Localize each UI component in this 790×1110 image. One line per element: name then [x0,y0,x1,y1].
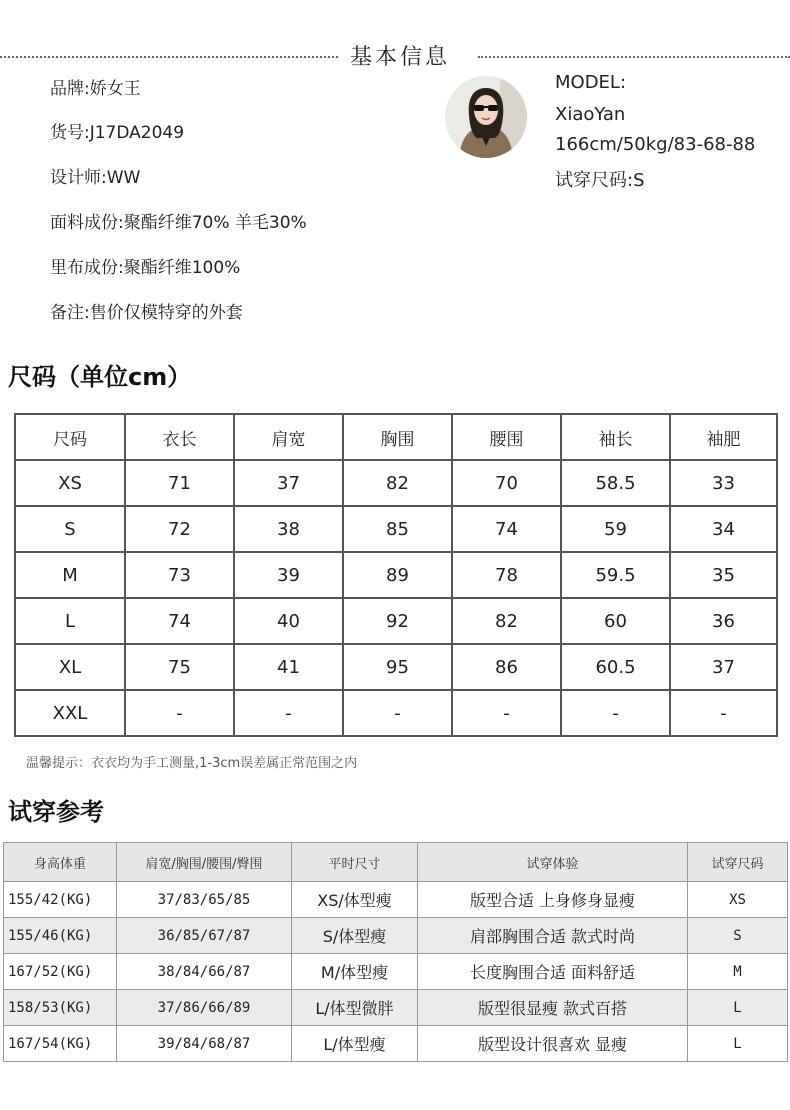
size-table-row [15,460,777,506]
try-cell: 39/84/68/87 [117,1026,292,1062]
try-cell: M [688,954,788,990]
model-size: 试穿尺码:S [555,170,645,191]
size-cell: 86 [452,644,561,690]
try-cell: L/体型微胖 [292,990,418,1026]
size-cell: 89 [343,552,452,598]
size-cell: 75 [125,644,234,690]
size-table-row [15,644,777,690]
try-cell: 155/46(KG) [4,918,117,954]
try-on-row [4,990,788,1026]
size-cell: - [561,690,670,736]
size-cell: 35 [670,552,777,598]
size-cell: 73 [125,552,234,598]
note-text: 备注:售价仅模特穿的外套 [50,303,243,323]
size-cell: 41 [234,644,343,690]
measurement-tip: 温馨提示：衣衣均为手工测量,1-3cm误差属正常范围之内 [26,756,358,771]
model-name: XiaoYan [555,104,626,125]
try-cell: 167/54(KG) [4,1026,117,1062]
size-cell: 60.5 [561,644,670,690]
try-on-row [4,918,788,954]
size-table-row [15,690,777,736]
size-header-cell: 尺码 [15,414,125,460]
size-header-cell: 袖肥 [670,414,777,460]
size-cell: - [234,690,343,736]
size-cell: 33 [670,460,777,506]
size-header-cell: 胸围 [343,414,452,460]
try-cell: 155/42(KG) [4,882,117,918]
try-header-cell: 试穿体验 [418,843,688,882]
try-header-cell: 试穿尺码 [688,843,788,882]
try-cell: 版型合适 上身修身显瘦 [418,882,688,918]
try-cell: 肩部胸围合适 款式时尚 [418,918,688,954]
size-header-cell: 腰围 [452,414,561,460]
try-header-cell: 平时尺寸 [292,843,418,882]
size-cell: 34 [670,506,777,552]
size-cell: - [125,690,234,736]
designer-text: 设计师:WW [50,168,141,188]
size-table-row [15,598,777,644]
size-cell: XL [15,644,125,690]
try-cell: L/体型瘦 [292,1026,418,1062]
try-on-row [4,1026,788,1062]
size-table-row [15,552,777,598]
try-on-row [4,882,788,918]
dotted-divider-left [0,56,338,58]
size-cell: 36 [670,598,777,644]
try-cell: 版型很显瘦 款式百搭 [418,990,688,1026]
model-stats: 166cm/50kg/83-68-88 [555,134,756,155]
size-cell: 71 [125,460,234,506]
size-cell: XS [15,460,125,506]
size-cell: 74 [125,598,234,644]
size-cell: 37 [234,460,343,506]
size-cell: 59 [561,506,670,552]
size-cell: 85 [343,506,452,552]
size-cell: 39 [234,552,343,598]
size-cell: 59.5 [561,552,670,598]
try-cell: 158/53(KG) [4,990,117,1026]
size-header-cell: 袖长 [561,414,670,460]
dotted-divider-right [478,56,790,58]
size-table [14,413,778,737]
try-cell: S [688,918,788,954]
try-on-table [3,842,788,1062]
size-cell: 82 [452,598,561,644]
try-cell: L [688,1026,788,1062]
try-cell: 长度胸围合适 面料舒适 [418,954,688,990]
try-cell: 37/86/66/89 [117,990,292,1026]
try-cell: 167/52(KG) [4,954,117,990]
item-number-text: 货号:J17DA2049 [50,123,185,143]
size-cell: 95 [343,644,452,690]
size-table-row [15,506,777,552]
try-on-header-row [4,843,788,882]
size-header-cell: 肩宽 [234,414,343,460]
try-cell: 38/84/66/87 [117,954,292,990]
try-header-cell: 身高体重 [4,843,117,882]
model-label: MODEL: [555,72,627,93]
model-avatar [445,76,527,158]
size-cell: - [670,690,777,736]
try-on-row [4,954,788,990]
size-cell: 72 [125,506,234,552]
size-cell: 58.5 [561,460,670,506]
brand-text: 品牌:娇女王 [50,79,141,99]
size-cell: XXL [15,690,125,736]
size-cell: 82 [343,460,452,506]
try-cell: S/体型瘦 [292,918,418,954]
size-table-header-row [15,414,777,460]
size-header-cell: 衣长 [125,414,234,460]
basic-info-header [0,38,790,72]
size-cell: - [343,690,452,736]
try-on-section-title: 试穿参考 [8,798,104,826]
size-cell: M [15,552,125,598]
try-cell: 37/83/65/85 [117,882,292,918]
size-cell: 38 [234,506,343,552]
size-cell: 60 [561,598,670,644]
size-cell: L [15,598,125,644]
try-cell: 36/85/67/87 [117,918,292,954]
size-cell: 78 [452,552,561,598]
try-cell: XS/体型瘦 [292,882,418,918]
try-header-cell: 肩宽/胸围/腰围/臀围 [117,843,292,882]
try-cell: XS [688,882,788,918]
try-cell: L [688,990,788,1026]
size-cell: 74 [452,506,561,552]
size-cell: S [15,506,125,552]
size-cell: 37 [670,644,777,690]
try-cell: 版型设计很喜欢 显瘦 [418,1026,688,1062]
lining-text: 里布成份:聚酯纤维100% [50,258,241,278]
fabric-text: 面料成份:聚酯纤维70% 羊毛30% [50,213,307,233]
try-cell: M/体型瘦 [292,954,418,990]
size-cell: 70 [452,460,561,506]
size-section-title: 尺码（单位cm） [8,363,192,391]
size-cell: 40 [234,598,343,644]
size-cell: 92 [343,598,452,644]
basic-info-title: 基本信息 [350,45,451,70]
size-cell: - [452,690,561,736]
